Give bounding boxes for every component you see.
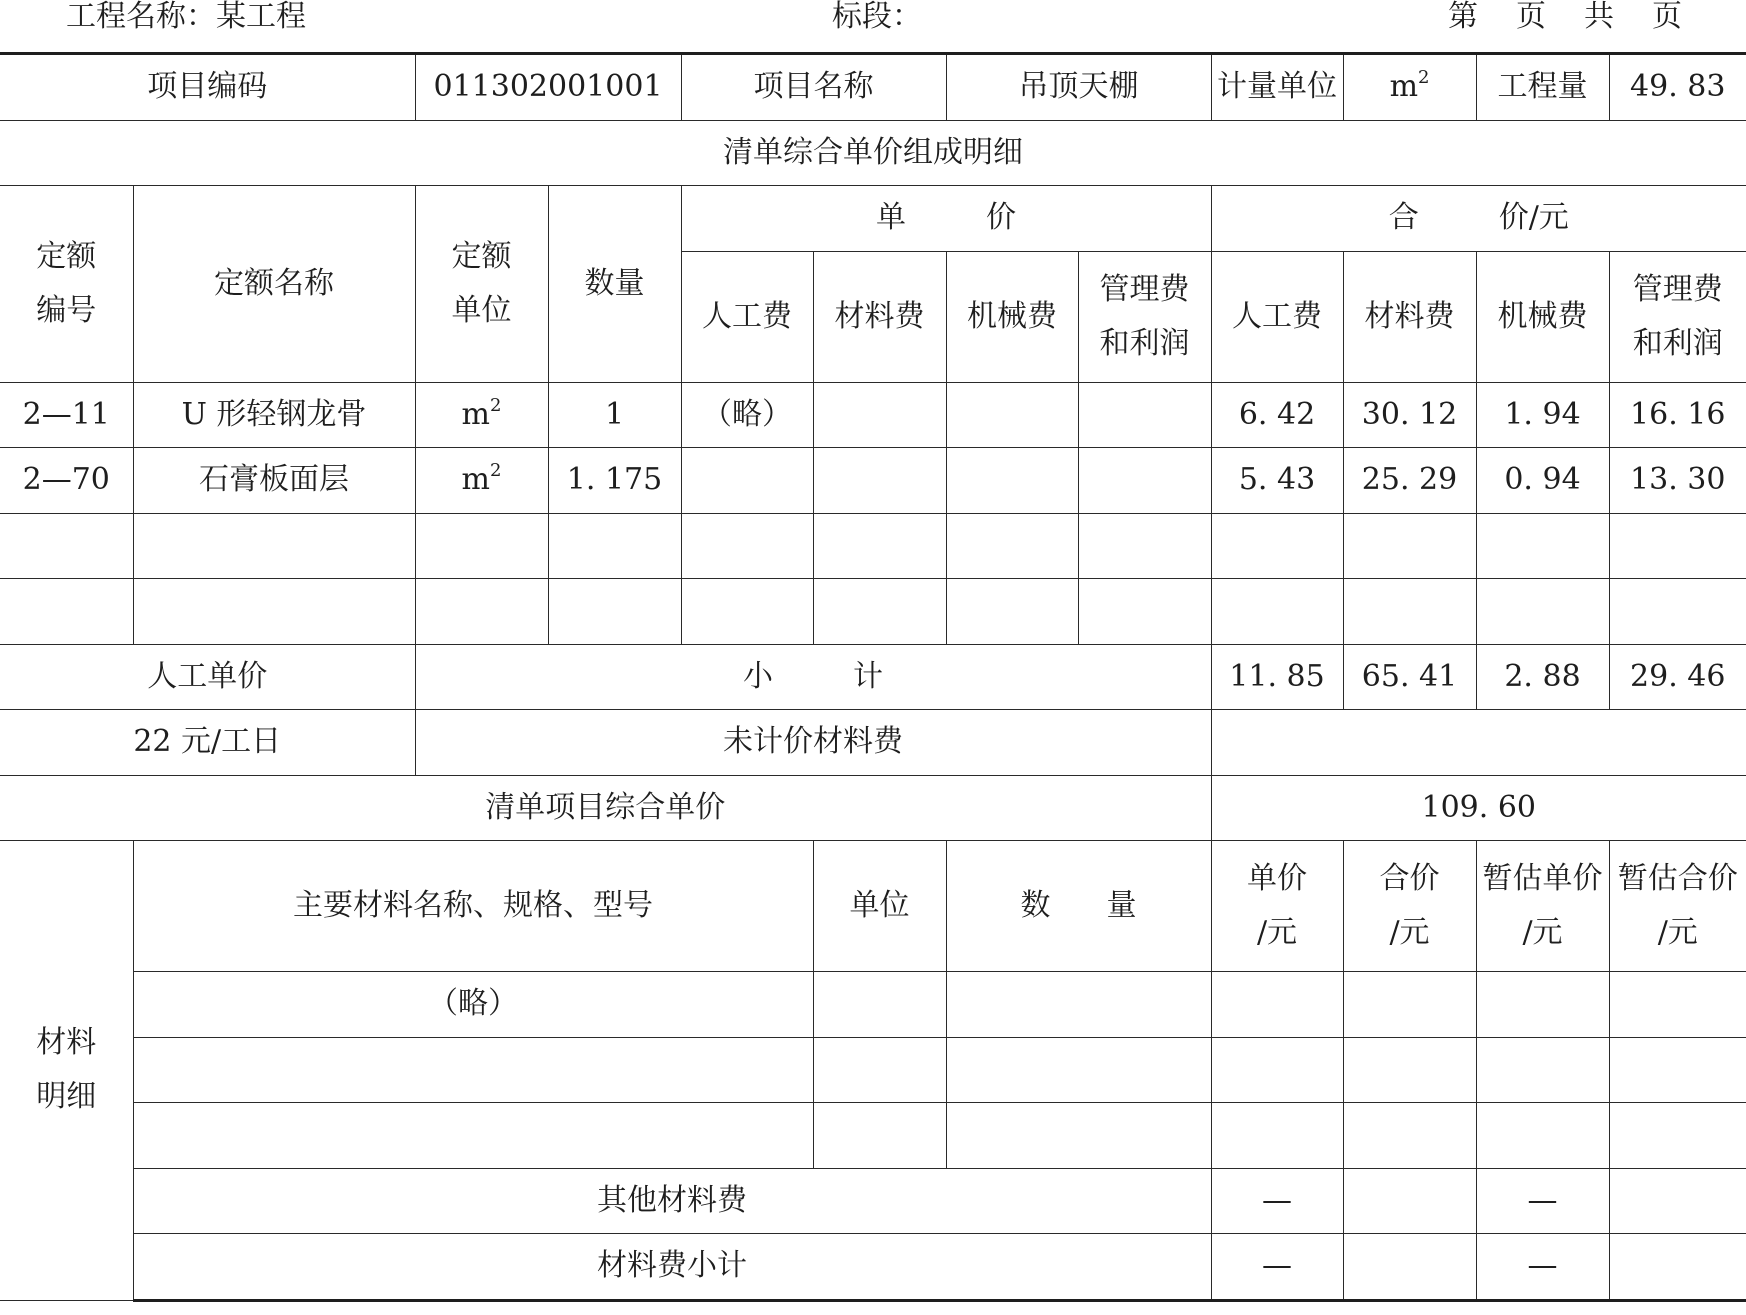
material-name [133,1037,813,1103]
materials-subtotal-label: 材料费小计 [133,1234,1211,1301]
table-row [0,448,1746,514]
quota-unit: $m^2$ [415,448,548,514]
header-tp-labor: 人工费 [1211,251,1343,382]
page-ye2: 页 [1652,0,1682,34]
header-up-machine: 机械费 [946,251,1078,382]
material-name [133,1103,813,1169]
column-header-row-1 [0,186,1746,252]
quota-no: 2—70 [0,448,133,514]
tp-material: 25. 29 [1343,448,1476,514]
item-name-value: 吊顶天棚 [946,54,1211,121]
quota-qty: 1. 175 [548,448,681,514]
composite-price-row [0,775,1746,841]
labor-rate-value: 22 元/工日 [0,710,415,776]
tp-material: 30. 12 [1343,382,1476,448]
section-label: 标段： [832,0,922,34]
up-material [813,382,946,448]
subtotal-machine: 2. 88 [1476,644,1609,710]
quota-name: 石膏板面层 [133,448,415,514]
materials-unit-header: 单位 [813,841,946,972]
labor-rate-row [0,710,1746,776]
header-total-price: 合 价/元 [1211,186,1746,252]
other-unit-price-dash: — [1211,1168,1343,1234]
page-ye1: 页 [1516,0,1546,34]
composite-price-label: 清单项目综合单价 [0,775,1211,841]
unpriced-material-label: 未计价材料费 [415,710,1211,776]
quota-unit: $m^2$ [415,382,548,448]
materials-est-total-header: 暂估合价 /元 [1609,841,1746,972]
materials-qty-header: 数 量 [946,841,1211,972]
page-gong: 共 [1584,0,1614,34]
subtotal-material: 65. 41 [1343,644,1476,710]
materials-subtotal-row [0,1234,1746,1301]
quota-name: U 形轻钢龙骨 [133,382,415,448]
tp-mgmt: 16. 16 [1609,382,1746,448]
up-machine [946,382,1078,448]
item-info-row [0,54,1746,121]
tp-labor: 6. 42 [1211,382,1343,448]
header-unit-price: 单 价 [681,186,1211,252]
page-di: 第 [1448,0,1478,34]
detail-title: 清单综合单价组成明细 [0,120,1746,186]
subtotal-row [0,644,1746,710]
page-header [0,0,1746,52]
list-item [0,1103,1746,1169]
up-labor: （略） [681,382,813,448]
quota-no: 2—11 [0,382,133,448]
materials-est-unit-header: 暂估单价 /元 [1476,841,1609,972]
detail-title-row [0,120,1746,186]
item-code-value: 011302001001 [415,54,681,121]
materials-header-row [0,841,1746,972]
subtotal-est-unit-dash: — [1476,1234,1609,1301]
header-quota-name: 定额名称 [133,186,415,383]
materials-name-header: 主要材料名称、规格、型号 [133,841,813,972]
materials-total-price-header: 合价 /元 [1343,841,1476,972]
quota-qty: 1 [548,382,681,448]
other-materials-row [0,1168,1746,1234]
empty-row [0,513,1746,579]
unit-price-analysis-table [0,52,1746,1302]
subtotal-labor: 11. 85 [1211,644,1343,710]
up-mgmt [1078,448,1211,514]
item-code-label: 项目编码 [0,54,415,121]
item-name-label: 项目名称 [681,54,946,121]
tp-mgmt: 13. 30 [1609,448,1746,514]
unit-label: 计量单位 [1211,54,1343,121]
list-item [0,1037,1746,1103]
up-mgmt [1078,382,1211,448]
empty-row [0,579,1746,645]
header-tp-mgmt: 管理费 和利润 [1609,251,1746,382]
quantity-label: 工程量 [1476,54,1609,121]
list-item [0,972,1746,1038]
header-up-labor: 人工费 [681,251,813,382]
header-tp-machine: 机械费 [1476,251,1609,382]
up-labor [681,448,813,514]
other-materials-label: 其他材料费 [133,1168,1211,1234]
quantity-value: 49. 83 [1609,54,1746,121]
page-counter [1448,0,1682,34]
header-quota-unit: 定额 单位 [415,186,548,383]
header-quota-no: 定额 编号 [0,186,133,383]
header-quantity: 数量 [548,186,681,383]
subtotal-unit-price-dash: — [1211,1234,1343,1301]
unpriced-material-value [1211,710,1746,776]
header-tp-material: 材料费 [1343,251,1476,382]
table-row [0,382,1746,448]
materials-unit-price-header: 单价 /元 [1211,841,1343,972]
materials-side-label: 材料 明细 [0,841,133,1301]
up-material [813,448,946,514]
subtotal-mgmt: 29. 46 [1609,644,1746,710]
labor-unit-price-label: 人工单价 [0,644,415,710]
project-name: 工程名称：某工程 [66,0,306,34]
tp-labor: 5. 43 [1211,448,1343,514]
unit-value: $m^2$ [1343,54,1476,121]
up-machine [946,448,1078,514]
other-est-unit-dash: — [1476,1168,1609,1234]
header-up-material: 材料费 [813,251,946,382]
header-up-mgmt: 管理费 和利润 [1078,251,1211,382]
subtotal-label: 小 计 [415,644,1211,710]
tp-machine: 1. 94 [1476,382,1609,448]
tp-machine: 0. 94 [1476,448,1609,514]
composite-price-value: 109. 60 [1211,775,1746,841]
material-name: （略） [133,972,813,1038]
